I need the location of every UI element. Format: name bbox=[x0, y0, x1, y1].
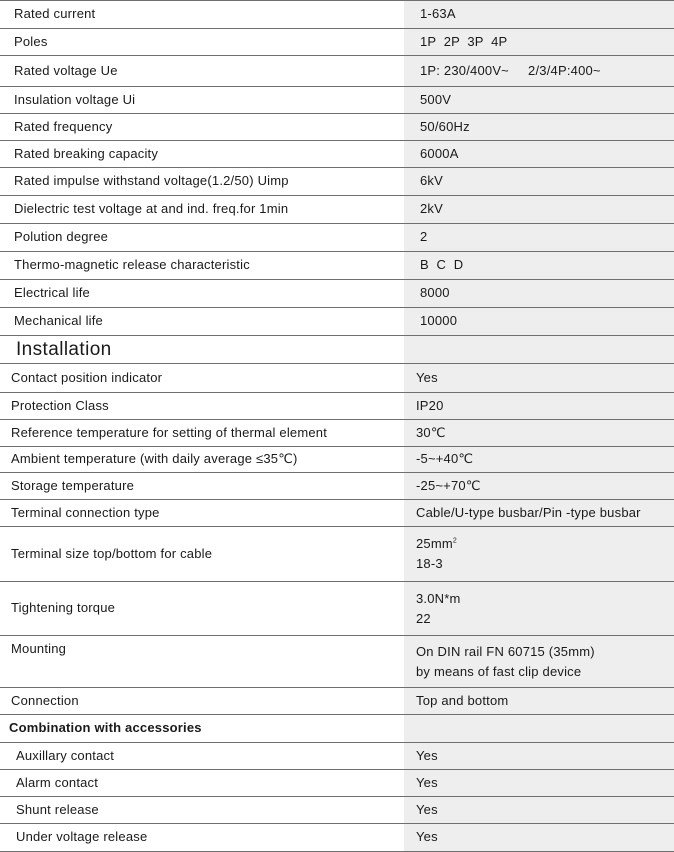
installation-heading: Installation bbox=[0, 336, 404, 364]
row-value: Yes bbox=[404, 770, 674, 797]
spec-row-connection bbox=[0, 688, 674, 715]
row-value: B C D bbox=[404, 252, 674, 280]
row-value: Yes bbox=[404, 364, 674, 393]
row-value: 2kV bbox=[404, 196, 674, 224]
terminal-size-sup: 2 bbox=[452, 537, 458, 545]
row-label: Polution degree bbox=[0, 224, 404, 252]
row-label: Terminal connection type bbox=[0, 500, 404, 527]
row-label: Protection Class bbox=[0, 393, 404, 420]
row-value: 500V bbox=[404, 87, 674, 114]
row-value: Top and bottom bbox=[404, 688, 674, 715]
row-label: Rated frequency bbox=[0, 114, 404, 141]
row-label: Reference temperature for setting of thermal element bbox=[0, 420, 404, 447]
row-value: Cable/U-type busbar/Pin -type busbar bbox=[404, 500, 674, 527]
row-value bbox=[404, 582, 674, 636]
spec-row-electrical-life bbox=[0, 280, 674, 308]
mounting-line1: On DIN rail FN 60715 (35mm) bbox=[416, 643, 595, 659]
spec-row-dielectric-test bbox=[0, 196, 674, 224]
row-value: 50/60Hz bbox=[404, 114, 674, 141]
spec-row-tightening-torque bbox=[0, 582, 674, 636]
spec-row-ambient-temperature bbox=[0, 447, 674, 473]
torque-line1: 3.0N*m bbox=[416, 590, 461, 606]
row-label: Mounting bbox=[0, 636, 404, 688]
row-label: Auxillary contact bbox=[0, 743, 404, 770]
row-label: Rated current bbox=[0, 1, 404, 29]
spec-row-polution-degree bbox=[0, 224, 674, 252]
row-label: Dielectric test voltage at and ind. freq.for 1min bbox=[0, 196, 404, 224]
torque-line2: 22 bbox=[416, 610, 431, 626]
terminal-size-line2: 18-3 bbox=[416, 556, 443, 571]
installation-heading-row bbox=[0, 336, 674, 364]
row-value: 10000 bbox=[404, 308, 674, 336]
row-value: 6000A bbox=[404, 141, 674, 168]
row-value: 30℃ bbox=[404, 420, 674, 447]
row-label: Poles bbox=[0, 29, 404, 56]
spec-row-breaking-capacity bbox=[0, 141, 674, 168]
row-label: Electrical life bbox=[0, 280, 404, 308]
spec-row-impulse-voltage bbox=[0, 168, 674, 196]
row-value bbox=[404, 527, 674, 582]
row-value: Yes bbox=[404, 797, 674, 824]
terminal-size-main: 25mm bbox=[416, 536, 453, 551]
row-label: Shunt release bbox=[0, 797, 404, 824]
spec-row-alarm-contact bbox=[0, 770, 674, 797]
row-value bbox=[404, 636, 674, 688]
row-value: 6kV bbox=[404, 168, 674, 196]
spec-row-terminal-size bbox=[0, 527, 674, 582]
spec-row-storage-temperature bbox=[0, 473, 674, 500]
row-value: Yes bbox=[404, 743, 674, 770]
row-label: Ambient temperature (with daily average ≤35℃) bbox=[0, 447, 404, 473]
row-label: Terminal size top/bottom for cable bbox=[0, 527, 404, 582]
row-label: Rated voltage Ue bbox=[0, 56, 404, 87]
accessories-heading: Combination with accessories bbox=[0, 715, 404, 743]
row-value: 1-63A bbox=[404, 1, 674, 29]
spec-row-rated-current bbox=[0, 1, 674, 29]
accessories-heading-row bbox=[0, 715, 674, 743]
mounting-line2: by means of fast clip device bbox=[416, 663, 582, 679]
spec-row-rated-voltage bbox=[0, 56, 674, 87]
row-value: 1P: 230/400V~ 2/3/4P:400~ bbox=[404, 56, 674, 87]
spec-row-protection-class bbox=[0, 393, 674, 420]
row-value: 1P 2P 3P 4P bbox=[404, 29, 674, 56]
row-label: Insulation voltage Ui bbox=[0, 87, 404, 114]
row-label: Alarm contact bbox=[0, 770, 404, 797]
heading-value-empty bbox=[404, 336, 674, 364]
row-label: Rated breaking capacity bbox=[0, 141, 404, 168]
row-value: -5~+40℃ bbox=[404, 447, 674, 473]
spec-row-terminal-connection bbox=[0, 500, 674, 527]
row-label: Connection bbox=[0, 688, 404, 715]
spec-row-undervoltage-release bbox=[0, 824, 674, 852]
row-label: Tightening torque bbox=[0, 582, 404, 636]
spec-row-reference-temperature bbox=[0, 420, 674, 447]
row-label: Storage temperature bbox=[0, 473, 404, 500]
row-label: Thermo-magnetic release characteristic bbox=[0, 252, 404, 280]
spec-row-mounting bbox=[0, 636, 674, 688]
row-label: Contact position indicator bbox=[0, 364, 404, 393]
spec-row-shunt-release bbox=[0, 797, 674, 824]
row-label: Rated impulse withstand voltage(1.2/50) Uimp bbox=[0, 168, 404, 196]
spec-row-auxillary-contact bbox=[0, 743, 674, 770]
row-label: Under voltage release bbox=[0, 824, 404, 852]
spec-row-poles bbox=[0, 29, 674, 56]
row-value: Yes bbox=[404, 824, 674, 852]
spec-row-rated-frequency bbox=[0, 114, 674, 141]
row-value: 8000 bbox=[404, 280, 674, 308]
heading-value-empty bbox=[404, 715, 674, 743]
spec-row-contact-indicator bbox=[0, 364, 674, 393]
spec-row-release-characteristic bbox=[0, 252, 674, 280]
row-label: Mechanical life bbox=[0, 308, 404, 336]
spec-row-insulation-voltage bbox=[0, 87, 674, 114]
row-value: -25~+70℃ bbox=[404, 473, 674, 500]
spec-row-mechanical-life bbox=[0, 308, 674, 336]
row-value: IP20 bbox=[404, 393, 674, 420]
row-value: 2 bbox=[404, 224, 674, 252]
